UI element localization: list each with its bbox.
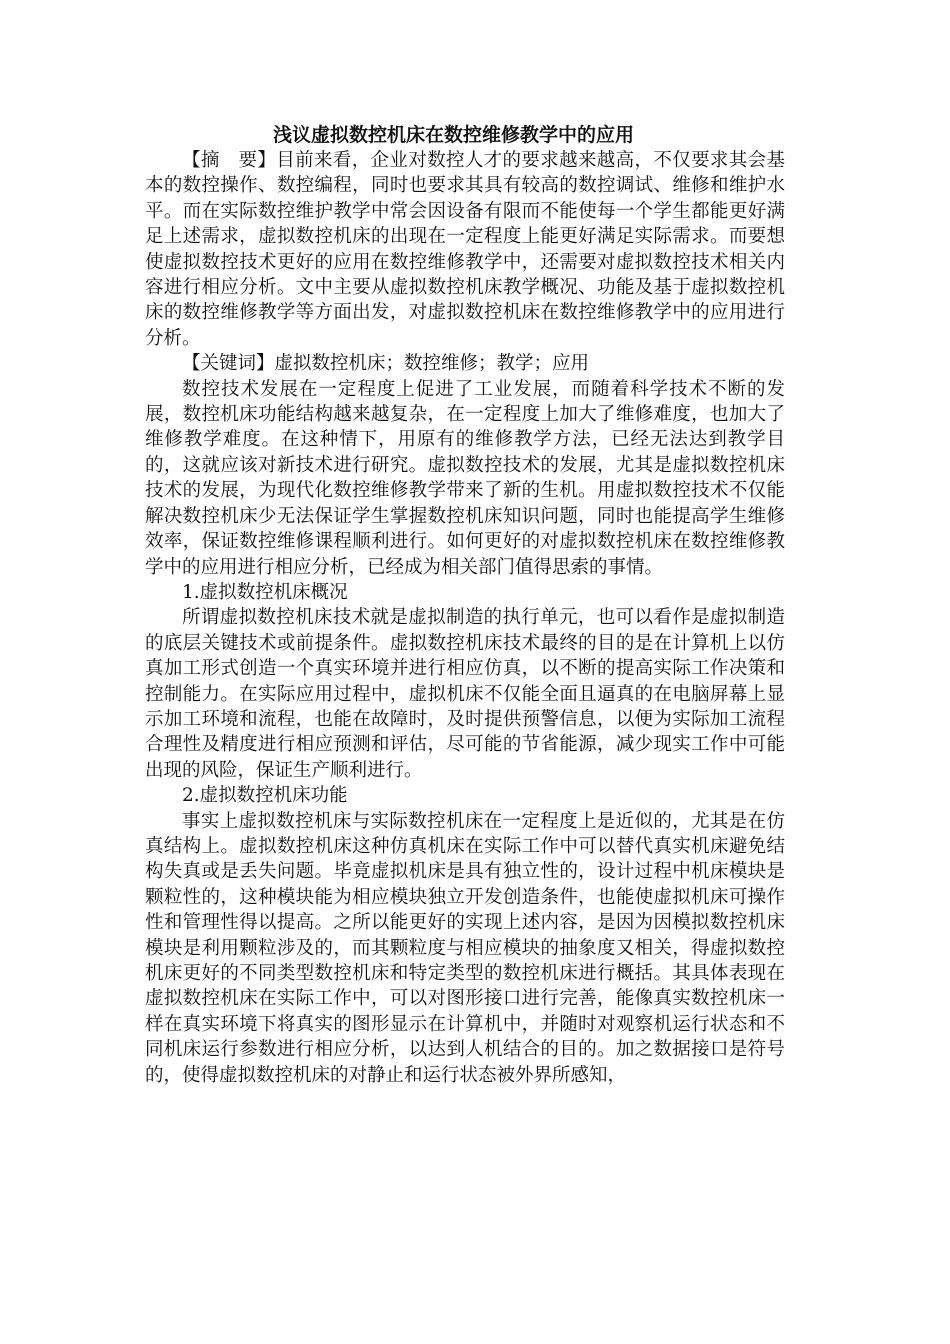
document-page: [145, 122, 785, 1088]
section-1-paragraph: 所谓虚拟数控机床技术就是虚拟制造的执行单元，也可以看作是虚拟制造的底层关键技术或前提条件。虚拟数控机床技术最终的目的是在计算机上以仿真加工形式创造一个真实环境并进行相应仿真，以不断的提高实际工作决策和控制能力。在实际应用过程中，虚拟机床不仅能全面且逼真的在电脑屏幕上显示加工环境和流程，也能在故障时，及时提供预警信息，以便为实际加工流程合理性及精度进行相应预测和评估，尽可能的节省能源，减少现实工作中可能出现的风险，保证生产顺利进行。: [145, 607, 785, 781]
intro-paragraph: 数控技术发展在一定程度上促进了工业发展，而随着科学技术不断的发展，数控机床功能结构越来越复杂，在一定程度上加大了维修难度，也加大了维修教学难度。在这种情下，用原有的维修教学方法，已经无法达到教学目的，这就应该对新技术进行研究。虚拟数控技术的发展，尤其是虚拟数控机床技术的发展，为现代化数控维修教学带来了新的生机。用虚拟数控技术不仅能解决数控机床少无法保证学生掌握数控机床知识问题，同时也能提高学生维修效率，保证数控维修课程顺利进行。如何更好的对虚拟数控机床在数控维修教学中的应用进行相应分析，已经成为相关部门值得思索的事情。: [145, 378, 785, 578]
keywords-paragraph: [145, 351, 785, 376]
keywords-label: 【关键词】: [182, 353, 275, 375]
abstract-text: 目前来看，企业对数控人才的要求越来越高，不仅要求其会基本的数控操作、数控编程，同时也要求其具有较高的数控调试、维修和维护水平。而在实际数控维护教学中常会因设备有限而不能使每一个学生都能更好满足上述需求，虚拟数控机床的出现在一定程度上能更好满足实际需求。而要想使虚拟数控技术更好的应用在数控维修教学中，还需要对虚拟数控技术相关内容进行相应分析。文中主要从虚拟数控机床教学概况、功能及基于虚拟数控机床的数控维修教学等方面出发，对虚拟数控机床在数控维修教学中的应用进行分析。: [145, 150, 785, 349]
section-2-paragraph: 事实上虚拟数控机床与实际数控机床在一定程度上是近似的，尤其是在仿真结构上。虚拟数控机床这种仿真机床在实际工作中可以替代真实机床避免结构失真或是丢失问题。毕竟虚拟机床是具有独立性的，设计过程中机床模块是颗粒性的，这种模块能为相应模块独立开发创造条件，也能使虚拟机床可操作性和管理性得以提高。之所以能更好的实现上述内容，是因为因模拟数控机床模块是利用颗粒涉及的，而其颗粒度与相应模块的抽象度又相关，得虚拟数控机床更好的不同类型数控机床和特定类型的数控机床进行概括。其具体表现在虚拟数控机床在实际工作中，可以对图形接口进行完善，能像真实数控机床一样在真实环境下将真实的图形显示在计算机中，并随时对观察机运行状态和不同机床运行参数进行相应分析，以达到人机结合的目的。加之数据接口是符号的，使得虚拟数控机床的对静止和运行状态被外界所感知，: [145, 810, 785, 1086]
keywords-text: 虚拟数控机床；数控维修；教学；应用: [274, 353, 590, 375]
section-2-heading: 2.虚拟数控机床功能: [182, 785, 348, 807]
abstract-paragraph: [145, 148, 785, 351]
section-1-heading: 1.虚拟数控机床概况: [182, 581, 348, 603]
abstract-label: 【摘 要】: [182, 150, 277, 171]
document-title: 浅议虚拟数控机床在数控维修教学中的应用: [273, 124, 635, 146]
